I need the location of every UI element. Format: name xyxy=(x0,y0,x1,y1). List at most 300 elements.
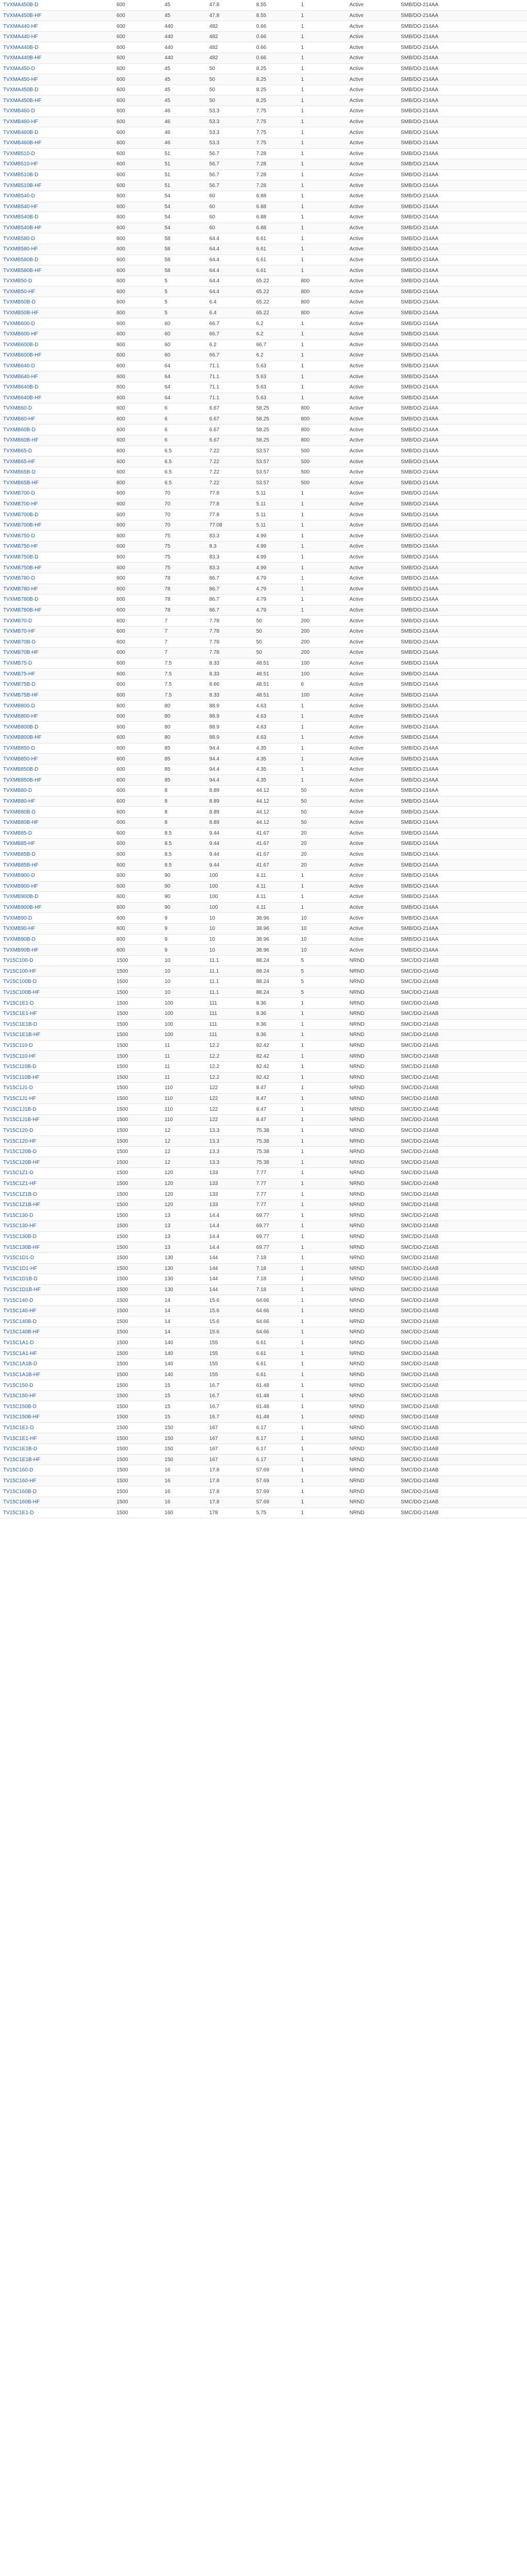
part-number-link[interactable]: TVXMB780B-HF xyxy=(3,607,42,614)
resistance-cell: 7.77 xyxy=(253,1199,298,1210)
inductance-cell: 8.33 xyxy=(206,669,253,680)
voltage-cell: 1500 xyxy=(113,1019,161,1030)
voltage-cell: 1500 xyxy=(113,1433,161,1444)
qty-cell: 1 xyxy=(298,382,347,393)
table-row xyxy=(0,849,527,860)
current-cell: 54 xyxy=(161,201,206,212)
part-number-cell xyxy=(0,1189,113,1200)
part-number-link[interactable]: TVXMB580B-D xyxy=(3,257,39,263)
part-number-link[interactable]: TVXMB850-HF xyxy=(3,756,38,762)
part-number-link[interactable]: TVXMA450B-D xyxy=(3,2,39,8)
qty-cell: 1 xyxy=(298,1189,347,1200)
current-cell: 7.5 xyxy=(161,680,206,690)
package-cell: SMB/DO-214AA xyxy=(398,531,527,541)
part-number-link[interactable]: TV15C1J1-D xyxy=(3,1085,33,1091)
status-cell: Active xyxy=(347,361,398,371)
part-number-link[interactable]: TV15C1A1B-HF xyxy=(3,1371,41,1378)
part-number-link[interactable]: TVXMB60B-HF xyxy=(3,437,39,444)
part-number-link[interactable]: TVXMB70B-HF xyxy=(3,650,39,656)
part-number-link[interactable]: TVXMB800B-HF xyxy=(3,735,42,741)
qty-cell: 1 xyxy=(298,393,347,403)
part-number-link[interactable]: TVXMB75B-HF xyxy=(3,692,39,698)
part-number-link[interactable]: TVXMB510B-HF xyxy=(3,182,42,189)
package-cell: SMC/DO-214AB xyxy=(398,1274,527,1285)
part-number-link[interactable]: TVXMB50-HF xyxy=(3,289,36,295)
qty-cell: 1 xyxy=(298,1231,347,1242)
status-cell: Active xyxy=(347,393,398,403)
part-number-link[interactable]: TVXMB750-D xyxy=(3,533,35,539)
part-number-link[interactable]: TV15C1Z1-HF xyxy=(3,1180,37,1187)
part-number-link[interactable]: TVXMB75B-D xyxy=(3,682,36,688)
table-row xyxy=(0,1019,527,1030)
status-cell: NRND xyxy=(347,998,398,1009)
package-cell: SMB/DO-214AA xyxy=(398,340,527,350)
package-cell: SMB/DO-214AA xyxy=(398,860,527,871)
voltage-cell: 600 xyxy=(113,701,161,711)
part-number-link[interactable]: TVXMA440-HF xyxy=(3,34,38,40)
part-number-link[interactable]: TVXMB700B-D xyxy=(3,512,39,518)
part-number-link[interactable]: TV15C1A1-HF xyxy=(3,1350,37,1357)
resistance-cell: 61.48 xyxy=(253,1380,298,1391)
current-cell: 51 xyxy=(161,159,206,170)
part-number-link[interactable]: TVXMB50B-D xyxy=(3,299,36,306)
table-row xyxy=(0,754,527,765)
part-number-cell xyxy=(0,955,113,966)
part-number-link[interactable]: TVXMA450B-D xyxy=(3,87,39,93)
part-number-link[interactable]: TVXMB780-D xyxy=(3,575,35,582)
qty-cell: 1 xyxy=(298,499,347,510)
part-number-link[interactable]: TVXMB800-HF xyxy=(3,714,38,720)
part-number-link[interactable]: TV15C1D1B-HF xyxy=(3,1287,41,1293)
table-row xyxy=(0,446,527,456)
part-number-link[interactable]: TVXMA440B-D xyxy=(3,44,39,50)
part-number-cell xyxy=(0,1507,113,1518)
part-number-link[interactable]: TV15C140B-HF xyxy=(3,1329,40,1335)
status-cell: Active xyxy=(347,605,398,616)
package-cell: SMC/DO-214AB xyxy=(398,1476,527,1486)
part-number-link[interactable]: TVXMB90-D xyxy=(3,915,32,921)
part-number-link[interactable]: TVXMA450B-HF xyxy=(3,97,42,104)
part-number-link[interactable]: TV15C110-HF xyxy=(3,1053,36,1059)
part-number-link[interactable]: TVXMB800B-D xyxy=(3,724,39,730)
current-cell: 10 xyxy=(161,966,206,977)
part-number-cell xyxy=(0,255,113,265)
part-number-cell xyxy=(0,297,113,308)
inductance-cell: 66.7 xyxy=(206,318,253,329)
part-number-link[interactable]: TVXMB510-HF xyxy=(3,161,38,167)
table-row xyxy=(0,201,527,212)
part-number-link[interactable]: TVXMB850B-HF xyxy=(3,777,42,783)
part-number-link[interactable]: TVXMB540B-D xyxy=(3,214,39,221)
voltage-cell: 1500 xyxy=(113,1168,161,1179)
part-number-link[interactable]: TV15C1E1-D xyxy=(3,1000,34,1006)
resistance-cell: 44.12 xyxy=(253,786,298,796)
status-cell: Active xyxy=(347,839,398,850)
part-number-link[interactable]: TV15C140B-D xyxy=(3,1318,37,1325)
voltage-cell: 1500 xyxy=(113,1072,161,1083)
part-number-link[interactable]: TVXMA450B-HF xyxy=(3,12,42,19)
part-number-link[interactable]: TVXMB90B-D xyxy=(3,936,36,942)
package-cell: SMC/DO-214AB xyxy=(398,1401,527,1412)
part-number-link[interactable]: TVXMB640B-HF xyxy=(3,395,42,401)
voltage-cell: 600 xyxy=(113,425,161,435)
status-cell: Active xyxy=(347,881,398,892)
part-number-link[interactable]: TVXMB510B-D xyxy=(3,172,39,178)
part-number-cell xyxy=(0,244,113,255)
qty-cell: 1 xyxy=(298,255,347,265)
part-number-link[interactable]: TV15C1E1-D xyxy=(3,1425,34,1431)
part-number-link[interactable]: TVXMB600B-D xyxy=(3,342,39,348)
part-number-link[interactable]: TV15C140-HF xyxy=(3,1308,37,1314)
qty-cell: 500 xyxy=(298,456,347,467)
part-number-link[interactable]: TV15C150B-HF xyxy=(3,1414,40,1420)
part-number-link[interactable]: TV15C130B-D xyxy=(3,1233,37,1240)
part-number-link[interactable]: TVXMB70-D xyxy=(3,618,32,624)
resistance-cell: 8.36 xyxy=(253,1019,298,1030)
qty-cell: 1 xyxy=(298,1306,347,1316)
current-cell: 13 xyxy=(161,1231,206,1242)
part-number-link[interactable]: TVXMA440-HF xyxy=(3,23,38,29)
part-number-link[interactable]: TV15C150B-D xyxy=(3,1403,37,1410)
part-number-link[interactable]: TV15C130B-HF xyxy=(3,1244,40,1250)
package-cell: SMC/DO-214AB xyxy=(398,1263,527,1274)
inductance-cell: 13.3 xyxy=(206,1125,253,1136)
current-cell: 90 xyxy=(161,870,206,881)
resistance-cell: 6.61 xyxy=(253,1337,298,1348)
part-number-link[interactable]: TVXMB70B-D xyxy=(3,639,36,645)
current-cell: 130 xyxy=(161,1274,206,1285)
part-number-link[interactable]: TVXMB80B-HF xyxy=(3,820,39,826)
part-number-link[interactable]: TV15C1E1-HF xyxy=(3,1435,37,1442)
part-number-link[interactable]: TVXMB600B-HF xyxy=(3,352,42,359)
resistance-cell: 75.38 xyxy=(253,1157,298,1168)
part-number-link[interactable]: TV15C140-D xyxy=(3,1297,34,1303)
package-cell: SMC/DO-214AB xyxy=(398,1221,527,1232)
part-number-link[interactable]: TV15C1J1B-HF xyxy=(3,1117,40,1123)
status-cell: Active xyxy=(347,95,398,106)
part-number-link[interactable]: TV15C150-HF xyxy=(3,1393,37,1399)
part-number-link[interactable]: TV15C1Z1-D xyxy=(3,1170,34,1176)
resistance-cell: 4.63 xyxy=(253,733,298,743)
current-cell: 75 xyxy=(161,552,206,563)
voltage-cell: 1500 xyxy=(113,955,161,966)
part-number-link[interactable]: TV15C100-HF xyxy=(3,968,37,974)
qty-cell: 1 xyxy=(298,170,347,180)
qty-cell: 1 xyxy=(298,1061,347,1072)
part-number-link[interactable]: TV15C120-HF xyxy=(3,1138,37,1144)
part-number-link[interactable]: TVXMB80B-D xyxy=(3,809,36,815)
status-cell: NRND xyxy=(347,1210,398,1221)
part-number-link[interactable]: TVXMB580-D xyxy=(3,235,35,242)
table-row xyxy=(0,1146,527,1157)
part-number-link[interactable]: TVXMB900-D xyxy=(3,873,35,879)
status-cell: Active xyxy=(347,180,398,191)
part-number-link[interactable]: TVXMB85-D xyxy=(3,830,32,836)
part-number-link[interactable]: TVXMB460-HF xyxy=(3,119,38,125)
part-number-link[interactable]: TVXMB780-HF xyxy=(3,586,38,592)
resistance-cell: 0.66 xyxy=(253,42,298,53)
table-row xyxy=(0,318,527,329)
table-row xyxy=(0,148,527,159)
part-number-link[interactable]: TVXMA450-D xyxy=(3,65,35,72)
package-cell: SMB/DO-214AA xyxy=(398,541,527,552)
status-cell: Active xyxy=(347,902,398,913)
part-number-link[interactable]: TV15C130-HF xyxy=(3,1223,37,1229)
part-number-link[interactable]: TV15C110B-D xyxy=(3,1064,37,1070)
resistance-cell: 88.24 xyxy=(253,987,298,998)
voltage-cell: 600 xyxy=(113,435,161,446)
qty-cell: 1 xyxy=(298,201,347,212)
voltage-cell: 600 xyxy=(113,796,161,807)
part-number-link[interactable]: TVXMB640B-D xyxy=(3,384,39,391)
part-number-link[interactable]: TVXMB460-D xyxy=(3,108,35,114)
part-number-link[interactable]: TVXMA440B-HF xyxy=(3,55,42,61)
qty-cell: 1 xyxy=(298,573,347,584)
part-number-link[interactable]: TVXMB850B-D xyxy=(3,767,39,773)
part-number-link[interactable]: TVXMB850-D xyxy=(3,745,35,751)
part-number-link[interactable]: TVXMB60B-D xyxy=(3,427,36,433)
current-cell: 9 xyxy=(161,924,206,935)
part-number-link[interactable]: TVXMB65-HF xyxy=(3,459,36,465)
resistance-cell: 5.63 xyxy=(253,382,298,393)
part-number-link[interactable]: TV15C110-D xyxy=(3,1043,33,1049)
table-row xyxy=(0,308,527,318)
current-cell: 80 xyxy=(161,733,206,743)
voltage-cell: 600 xyxy=(113,201,161,212)
part-number-cell xyxy=(0,63,113,74)
part-number-link[interactable]: TVXMB85B-HF xyxy=(3,862,39,868)
part-number-link[interactable]: TV15C1A1B-D xyxy=(3,1361,38,1367)
current-cell: 130 xyxy=(161,1252,206,1263)
part-number-link[interactable]: TVXMB600-D xyxy=(3,320,35,327)
part-number-link[interactable]: TV15C110B-HF xyxy=(3,1074,40,1080)
package-cell: SMC/DO-214AB xyxy=(398,1369,527,1380)
voltage-cell: 600 xyxy=(113,42,161,53)
qty-cell: 800 xyxy=(298,403,347,414)
part-number-link[interactable]: TVXMB580-HF xyxy=(3,246,38,252)
part-number-link[interactable]: TVXMB900B-D xyxy=(3,894,39,900)
voltage-cell: 1500 xyxy=(113,1454,161,1465)
part-number-link[interactable]: TVXMB540-D xyxy=(3,193,35,199)
part-number-cell xyxy=(0,637,113,648)
part-number-link[interactable]: TVXMB640-HF xyxy=(3,374,38,380)
voltage-cell: 1500 xyxy=(113,1380,161,1391)
part-number-link[interactable]: TV15C160-HF xyxy=(3,1478,37,1484)
part-number-link[interactable]: TV15C100-D xyxy=(3,958,34,964)
current-cell: 46 xyxy=(161,106,206,117)
resistance-cell: 4.99 xyxy=(253,552,298,563)
status-cell: Active xyxy=(347,223,398,233)
part-number-link[interactable]: TVXMB80-D xyxy=(3,788,32,794)
package-cell: SMB/DO-214AA xyxy=(398,350,527,361)
current-cell: 58 xyxy=(161,265,206,276)
part-number-link[interactable]: TV15C1E1-HF xyxy=(3,1011,37,1017)
inductance-cell: 47.8 xyxy=(206,0,253,10)
part-number-link[interactable]: TVXMB900-HF xyxy=(3,883,38,889)
part-number-link[interactable]: TVXMB50-D xyxy=(3,278,32,284)
part-number-cell xyxy=(0,722,113,733)
status-cell: Active xyxy=(347,743,398,754)
part-number-link[interactable]: TVXMB750B-D xyxy=(3,554,39,560)
resistance-cell: 69.77 xyxy=(253,1210,298,1221)
inductance-cell: 482 xyxy=(206,31,253,42)
part-number-cell xyxy=(0,1114,113,1125)
part-number-link[interactable]: TVXMB85B-D xyxy=(3,852,36,858)
resistance-cell: 6.17 xyxy=(253,1422,298,1433)
part-number-link[interactable]: TVXMB640-D xyxy=(3,363,35,369)
part-number-link[interactable]: TVXMB80-HF xyxy=(3,799,36,804)
part-number-link[interactable]: TVXMB70-HF xyxy=(3,629,36,635)
resistance-cell: 4.79 xyxy=(253,595,298,605)
voltage-cell: 600 xyxy=(113,318,161,329)
part-number-cell xyxy=(0,1284,113,1295)
table-row xyxy=(0,966,527,977)
qty-cell: 1 xyxy=(298,584,347,595)
part-number-link[interactable]: TVXMB780B-D xyxy=(3,597,39,603)
part-number-link[interactable]: TVXMB460B-D xyxy=(3,129,39,135)
part-number-link[interactable]: TVXMB700B-HF xyxy=(3,522,42,529)
part-number-link[interactable]: TV15C1D1-HF xyxy=(3,1265,38,1272)
part-number-link[interactable]: TV15C160-D xyxy=(3,1467,34,1473)
package-cell: SMB/DO-214AA xyxy=(398,297,527,308)
current-cell: 85 xyxy=(161,754,206,765)
part-number-link[interactable]: TV15C120B-D xyxy=(3,1149,37,1155)
part-number-link[interactable]: TV15C1E1B-HF xyxy=(3,1456,41,1463)
voltage-cell: 1500 xyxy=(113,1295,161,1306)
qty-cell: 1 xyxy=(298,180,347,191)
part-number-link[interactable]: TVXMB540B-HF xyxy=(3,225,42,231)
part-number-link[interactable]: TVXMB510-D xyxy=(3,150,35,157)
part-number-link[interactable]: TVXMB65-D xyxy=(3,448,32,454)
part-number-link[interactable]: TVXMB65B-HF xyxy=(3,480,39,486)
status-cell: Active xyxy=(347,817,398,828)
part-number-link[interactable]: TVXMB75-HF xyxy=(3,671,36,677)
voltage-cell: 600 xyxy=(113,488,161,499)
part-number-link[interactable]: TV15C1Z1B-HF xyxy=(3,1202,40,1208)
voltage-cell: 600 xyxy=(113,764,161,775)
package-cell: SMB/DO-214AA xyxy=(398,42,527,53)
resistance-cell: 6.88 xyxy=(253,201,298,212)
part-number-link[interactable]: TVXMA450-HF xyxy=(3,76,38,82)
part-number-link[interactable]: TVXMB600-HF xyxy=(3,331,38,337)
table-row xyxy=(0,255,527,265)
voltage-cell: 1500 xyxy=(113,1359,161,1370)
part-number-link[interactable]: TV15C1E1B-D xyxy=(3,1446,38,1452)
part-number-link[interactable]: TV15C1E1B-HF xyxy=(3,1032,41,1038)
part-number-link[interactable]: TV15C150-D xyxy=(3,1382,34,1388)
package-cell: SMB/DO-214AA xyxy=(398,828,527,839)
part-number-link[interactable]: TVXMB750B-HF xyxy=(3,565,42,571)
part-number-link[interactable]: TVXMB700-HF xyxy=(3,501,38,507)
package-cell: SMC/DO-214AB xyxy=(398,1114,527,1125)
part-number-cell xyxy=(0,1093,113,1104)
part-number-link[interactable]: TV15C120B-HF xyxy=(3,1159,40,1165)
part-number-link[interactable]: TV15C160B-D xyxy=(3,1488,37,1495)
inductance-cell: 155 xyxy=(206,1369,253,1380)
qty-cell: 6 xyxy=(298,680,347,690)
package-cell: SMB/DO-214AA xyxy=(398,743,527,754)
part-number-link[interactable]: TV15C1J1-HF xyxy=(3,1096,36,1102)
package-cell: SMB/DO-214AA xyxy=(398,680,527,690)
resistance-cell: 58.25 xyxy=(253,414,298,425)
part-number-link[interactable]: TV15C1A1-D xyxy=(3,1340,34,1346)
package-cell: SMB/DO-214AA xyxy=(398,478,527,488)
table-row xyxy=(0,563,527,573)
part-number-link[interactable]: TVXMB700-D xyxy=(3,490,35,497)
current-cell: 64 xyxy=(161,361,206,371)
package-cell: SMB/DO-214AA xyxy=(398,701,527,711)
part-number-link[interactable]: TV15C1E1-D xyxy=(3,1510,34,1516)
part-number-link[interactable]: TVXMB460B-HF xyxy=(3,140,42,146)
part-number-link[interactable]: TV15C100B-D xyxy=(3,979,37,985)
part-number-link[interactable]: TV15C1D1-D xyxy=(3,1255,35,1261)
part-number-link[interactable]: TV15C1D1B-D xyxy=(3,1276,38,1282)
part-number-link[interactable]: TVXMB90-HF xyxy=(3,926,36,932)
table-row xyxy=(0,1114,527,1125)
status-cell: Active xyxy=(347,42,398,53)
part-number-link[interactable]: TVXMB580B-HF xyxy=(3,267,42,274)
part-number-link[interactable]: TVXMB60-D xyxy=(3,405,32,412)
voltage-cell: 600 xyxy=(113,127,161,138)
table-row xyxy=(0,902,527,913)
current-cell: 45 xyxy=(161,95,206,106)
status-cell: Active xyxy=(347,233,398,244)
part-number-cell xyxy=(0,116,113,127)
inductance-cell: 56.7 xyxy=(206,170,253,180)
part-number-link[interactable]: TV15C1J1B-D xyxy=(3,1106,37,1112)
package-cell: SMB/DO-214AA xyxy=(398,839,527,850)
part-number-link[interactable]: TVXMB50B-HF xyxy=(3,310,39,316)
inductance-cell: 66.7 xyxy=(206,350,253,361)
voltage-cell: 600 xyxy=(113,733,161,743)
current-cell: 140 xyxy=(161,1359,206,1370)
table-row xyxy=(0,1284,527,1295)
table-row xyxy=(0,1051,527,1062)
status-cell: Active xyxy=(347,0,398,10)
part-number-link[interactable]: TVXMB750-HF xyxy=(3,544,38,550)
part-number-link[interactable]: TV15C130-D xyxy=(3,1212,34,1218)
part-number-link[interactable]: TV15C1Z1B-D xyxy=(3,1191,37,1197)
part-number-link[interactable]: TVXMB900B-HF xyxy=(3,905,42,911)
part-number-link[interactable]: TVXMB65B-D xyxy=(3,469,36,476)
part-number-link[interactable]: TVXMB90B-HF xyxy=(3,947,39,953)
status-cell: Active xyxy=(347,488,398,499)
current-cell: 75 xyxy=(161,531,206,541)
part-number-link[interactable]: TVXMB85-HF xyxy=(3,841,36,847)
part-number-link[interactable]: TV15C100B-HF xyxy=(3,989,40,995)
qty-cell: 1 xyxy=(298,1476,347,1486)
part-number-link[interactable]: TV15C1E1B-D xyxy=(3,1021,38,1027)
part-number-link[interactable]: TVXMB800-D xyxy=(3,703,35,709)
qty-cell: 1 xyxy=(298,1359,347,1370)
resistance-cell: 6.61 xyxy=(253,255,298,265)
qty-cell: 1 xyxy=(298,233,347,244)
part-number-link[interactable]: TV15C160B-HF xyxy=(3,1499,40,1505)
part-number-link[interactable]: TV15C120-D xyxy=(3,1127,34,1133)
table-row xyxy=(0,573,527,584)
current-cell: 70 xyxy=(161,510,206,520)
part-number-link[interactable]: TVXMB60-HF xyxy=(3,416,36,422)
resistance-cell: 7.18 xyxy=(253,1274,298,1285)
status-cell: Active xyxy=(347,435,398,446)
status-cell: NRND xyxy=(347,1327,398,1338)
voltage-cell: 1500 xyxy=(113,1444,161,1454)
part-number-link[interactable]: TVXMB75-D xyxy=(3,660,32,667)
resistance-cell: 53.57 xyxy=(253,446,298,456)
voltage-cell: 1500 xyxy=(113,1178,161,1189)
inductance-cell: 10 xyxy=(206,934,253,945)
part-number-link[interactable]: TVXMB540-HF xyxy=(3,204,38,210)
